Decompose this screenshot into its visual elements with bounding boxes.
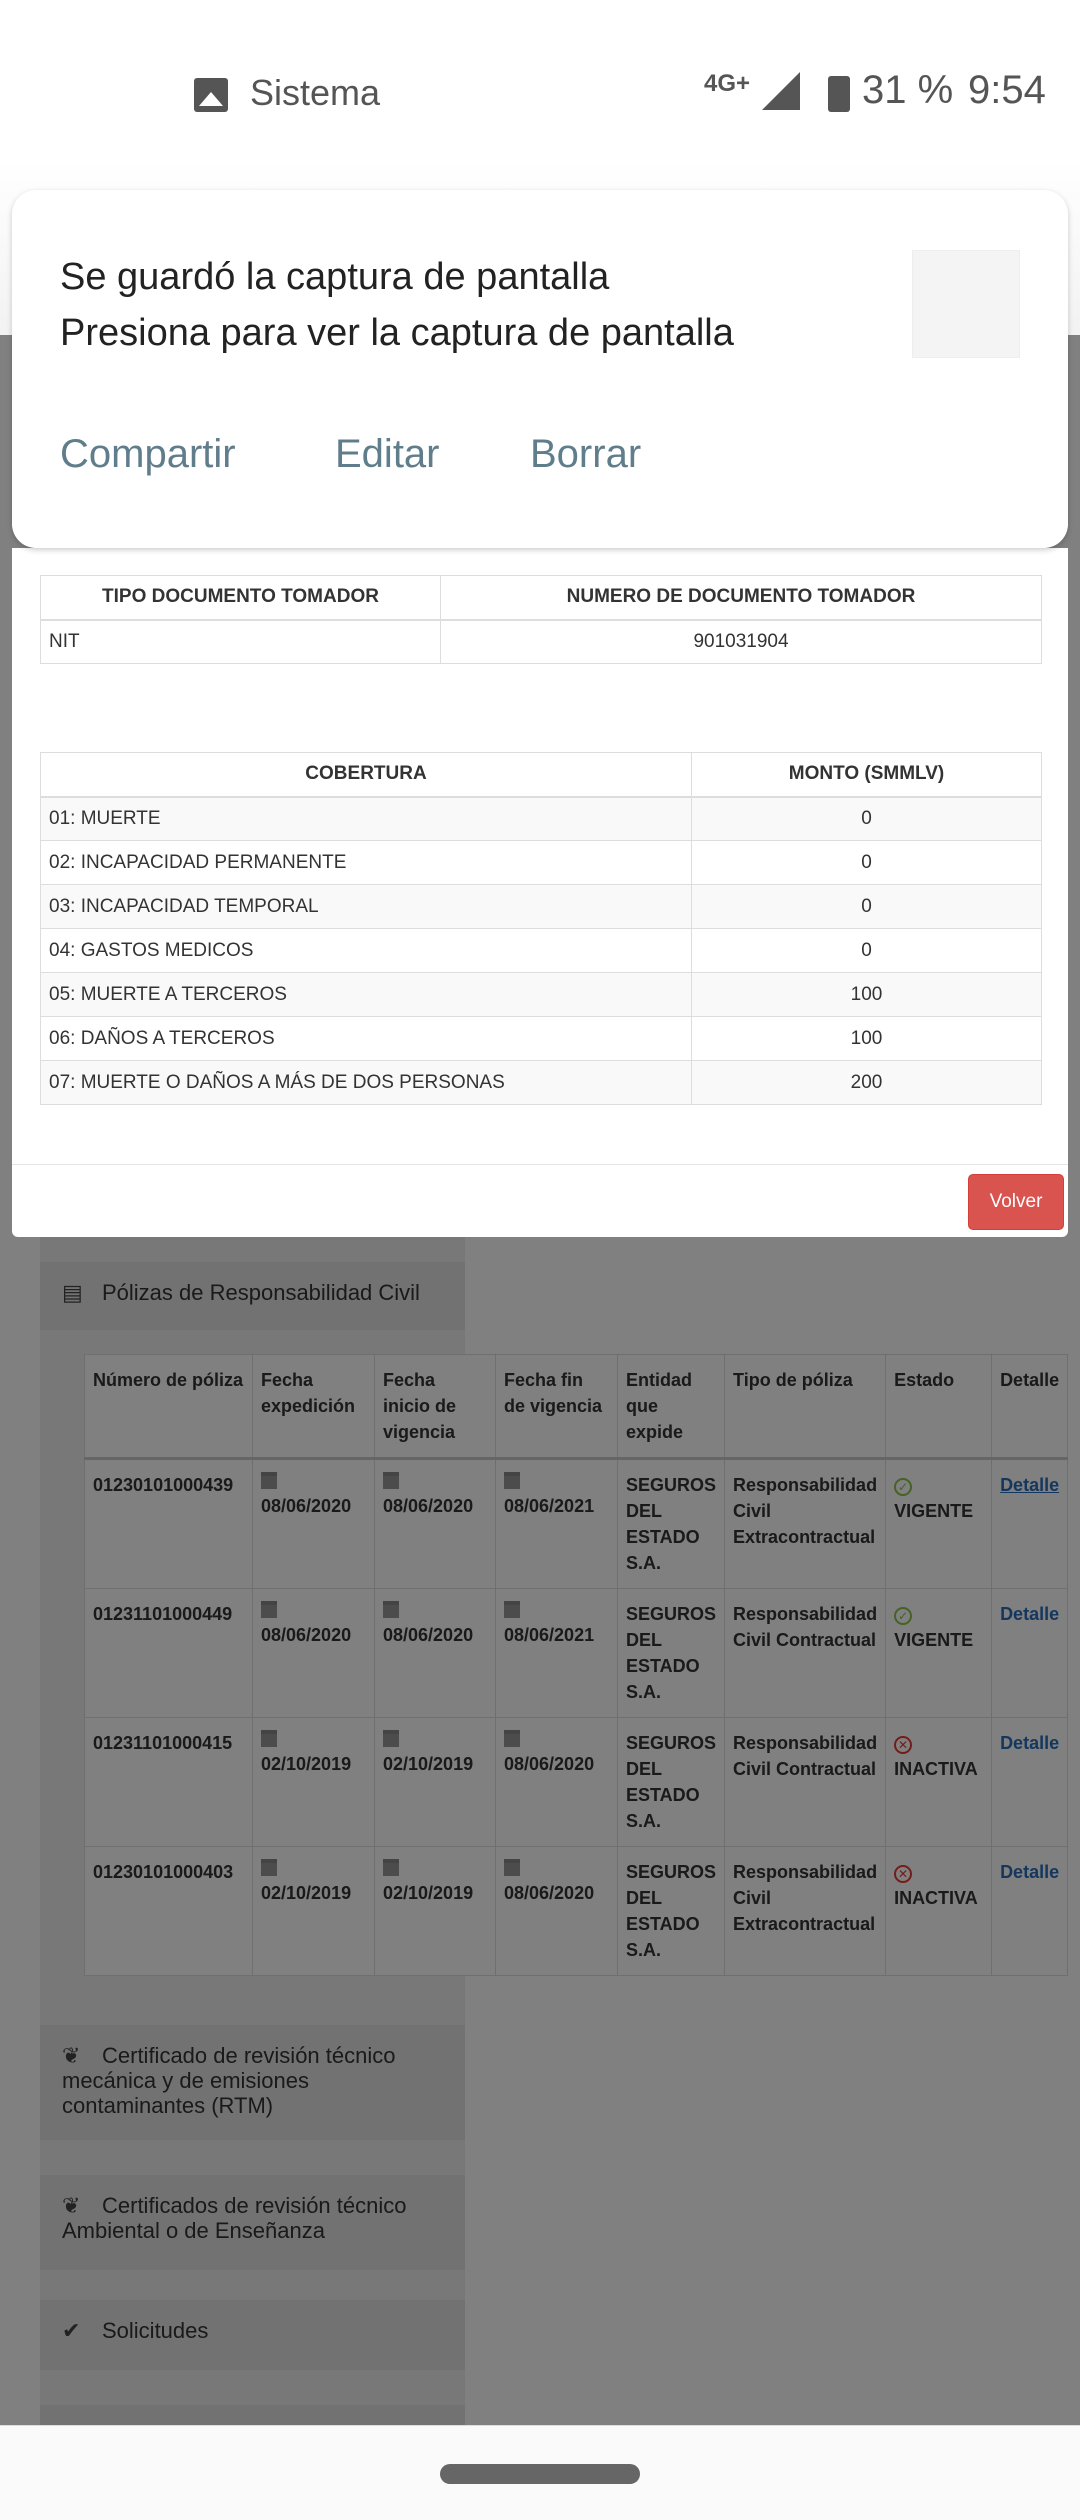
clock: 9:54 [968,68,1046,112]
cobertura-row [41,797,1042,841]
date-expedicion: 02/10/2019 [261,1754,352,1774]
x-circle-icon: ✕ [894,1736,912,1754]
date-expedicion: 02/10/2019 [261,1883,352,1903]
tipo-poliza: Responsabilidad Civil Contractual [725,1718,886,1847]
image-icon [194,78,228,112]
cobertura-row [41,841,1042,885]
tipo-poliza: Responsabilidad Civil Extracontractual [725,1847,886,1976]
calendar-icon [261,1601,277,1618]
entidad: SEGUROS DEL ESTADO S.A. [618,1847,725,1976]
panel-next[interactable] [40,2405,465,2425]
list-icon: ▤ [62,1280,83,1305]
battery-icon [828,76,850,112]
leaf-icon: ❦ [62,2193,81,2218]
column-header: Fecha expedición [253,1355,375,1459]
cobertura-monto: 100 [692,1017,1042,1061]
poliza-row [85,1718,1068,1847]
calendar-icon [261,1730,277,1747]
calendar-icon [383,1601,399,1618]
calendar-icon [383,1730,399,1747]
column-header: Fecha inicio de vigencia [375,1355,496,1459]
column-header: Tipo de póliza [725,1355,886,1459]
notification-title: Se guardó la captura de pantalla [60,256,610,298]
cobertura-row [41,1017,1042,1061]
cobertura-monto: 0 [692,841,1042,885]
tipo-poliza: Responsabilidad Civil Extracontractual [725,1459,886,1589]
date-inicio: 08/06/2020 [383,1625,474,1645]
cobertura-monto: 100 [692,973,1042,1017]
x-circle-icon: ✕ [894,1865,912,1883]
poliza-number: 01230101000403 [85,1847,253,1976]
column-header: Número de póliza [85,1355,253,1459]
signal-icon [762,72,800,110]
date-expedicion: 08/06/2020 [261,1625,352,1645]
polizas-table [84,1354,1068,1976]
column-header: Detalle [992,1355,1068,1459]
poliza-number: 01231101000449 [85,1589,253,1718]
cobertura-monto: 0 [692,885,1042,929]
screenshot-notification[interactable] [12,190,1068,548]
detalle-link[interactable]: Detalle [1000,1604,1060,1624]
estado: INACTIVA [894,1759,978,1779]
date-fin: 08/06/2020 [504,1883,595,1903]
cobertura-row [41,929,1042,973]
notification-subtitle: Presiona para ver la captura de pantalla [60,312,734,354]
coberturas-modal [12,548,1068,1237]
panel-rtm[interactable]: ❦ Certificado de revisión técnico mecánica y de emisiones contaminantes (RTM) [40,2025,465,2140]
date-fin: 08/06/2021 [504,1625,595,1645]
date-inicio: 02/10/2019 [383,1754,474,1774]
calendar-icon [261,1472,277,1489]
share-button[interactable]: Compartir [60,432,236,476]
battery-percent: 31 % [862,68,954,112]
date-fin: 08/06/2021 [504,1496,595,1516]
calendar-icon [504,1730,520,1747]
cobertura-row [41,885,1042,929]
screenshot-thumbnail[interactable] [912,250,1020,358]
volver-button[interactable]: Volver [968,1174,1064,1230]
calendar-icon [504,1601,520,1618]
date-inicio: 08/06/2020 [383,1496,474,1516]
cobertura-monto: 0 [692,797,1042,841]
check-icon: ✔ [62,2318,81,2343]
date-inicio: 02/10/2019 [383,1883,474,1903]
cobertura-name: 02: INCAPACIDAD PERMANENTE [41,841,692,885]
panel-solicitudes[interactable]: ✔ Solicitudes [40,2300,465,2370]
poliza-row [85,1847,1068,1976]
coberturas-table: COBERTURA MONTO (SMMLV) 01: MUERTE 0 02: INCAPACIDAD PERMANENTE 0 03: INCAPACIDAD TEMPORAL 0 04: GASTOS MEDICOS 0 05: MUERTE A TERCEROS 100 06: DAÑOS A TERCEROS 100 07: MUERTE O DAÑOS A MÁS DE DOS PERSONAS 200 [40,752,1042,1105]
detalle-link[interactable]: Detalle [1000,1475,1060,1495]
calendar-icon [261,1859,277,1876]
check-circle-icon: ✓ [894,1478,912,1496]
column-header: Estado [886,1355,992,1459]
delete-button[interactable]: Borrar [530,432,642,476]
entidad: SEGUROS DEL ESTADO S.A. [618,1718,725,1847]
cobertura-name: 07: MUERTE O DAÑOS A MÁS DE DOS PERSONAS [41,1061,692,1105]
date-fin: 08/06/2020 [504,1754,595,1774]
estado: INACTIVA [894,1888,978,1908]
cobertura-name: 06: DAÑOS A TERCEROS [41,1017,692,1061]
cobertura-name: 05: MUERTE A TERCEROS [41,973,692,1017]
tipo-poliza: Responsabilidad Civil Contractual [725,1589,886,1718]
panel-ambiental[interactable]: ❦ Certificados de revisión técnico Ambiental o de Enseñanza [40,2175,465,2270]
cobertura-name: 04: GASTOS MEDICOS [41,929,692,973]
poliza-row [85,1459,1068,1589]
notification-app-name: Sistema [250,72,381,113]
leaf-icon: ❦ [62,2043,81,2068]
entidad: SEGUROS DEL ESTADO S.A. [618,1589,725,1718]
detalle-link[interactable]: Detalle [1000,1862,1060,1882]
edit-button[interactable]: Editar [335,432,440,476]
estado: VIGENTE [894,1501,974,1521]
modal-footer-divider [12,1164,1068,1165]
check-circle-icon: ✓ [894,1607,912,1625]
poliza-row [85,1589,1068,1718]
column-header: Entidad que expide [618,1355,725,1459]
navigation-bar [0,2425,1080,2520]
home-gesture-handle[interactable] [440,2464,640,2484]
tomador-table: TIPO DOCUMENTO TOMADOR NUMERO DE DOCUMENTO TOMADOR NIT 901031904 [40,575,1042,664]
detalle-link[interactable]: Detalle [1000,1733,1060,1753]
cobertura-row [41,973,1042,1017]
poliza-number: 01231101000415 [85,1718,253,1847]
cobertura-monto: 200 [692,1061,1042,1105]
poliza-number: 01230101000439 [85,1459,253,1589]
cobertura-monto: 0 [692,929,1042,973]
calendar-icon [504,1859,520,1876]
polizas-panel-header[interactable]: ▤ Pólizas de Responsabilidad Civil [40,1262,465,1330]
network-type: 4G+ [704,70,751,97]
cobertura-row [41,1061,1042,1105]
cobertura-name: 03: INCAPACIDAD TEMPORAL [41,885,692,929]
calendar-icon [383,1859,399,1876]
calendar-icon [504,1472,520,1489]
column-header: Fecha fin de vigencia [496,1355,618,1459]
estado: VIGENTE [894,1630,974,1650]
entidad: SEGUROS DEL ESTADO S.A. [618,1459,725,1589]
calendar-icon [383,1472,399,1489]
date-expedicion: 08/06/2020 [261,1496,352,1516]
cobertura-name: 01: MUERTE [41,797,692,841]
